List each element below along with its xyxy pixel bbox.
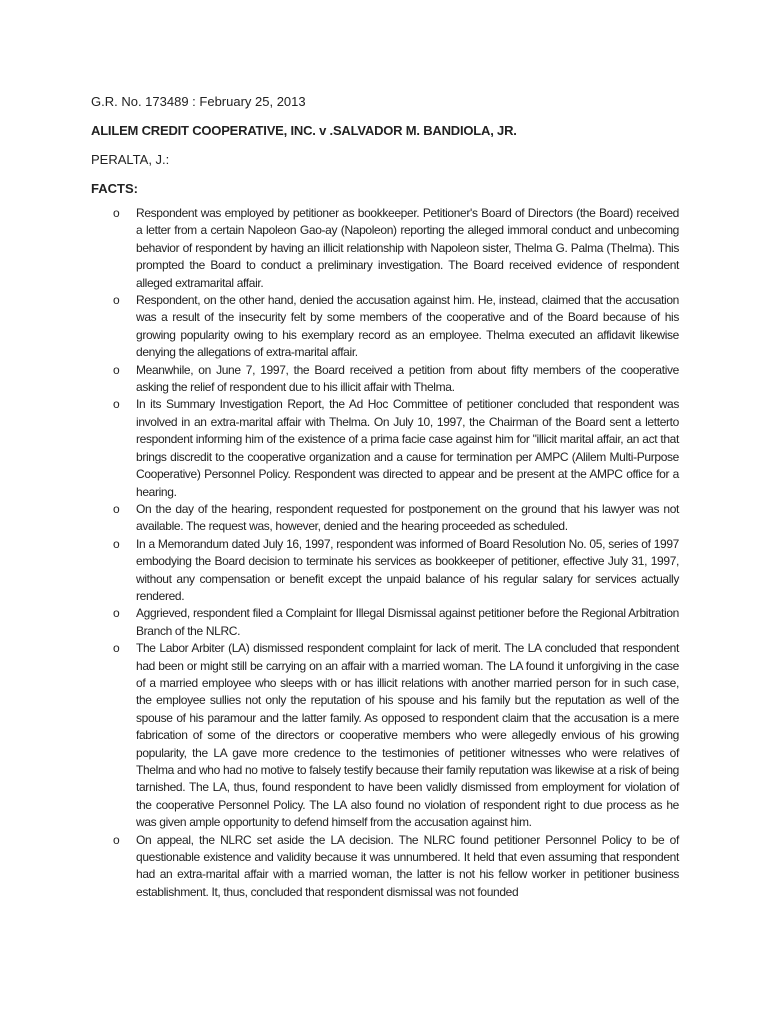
fact-item: [91, 605, 679, 640]
fact-item: [91, 501, 679, 536]
fact-item: [91, 205, 679, 292]
fact-text: On appeal, the NLRC set aside the LA decision. The NLRC found petitioner Personnel Policy to be of questionable existence and validity because it was unnumbered. It held that even assuming that respondent had an extra-marital affair with a married woman, the latter is not his fellow worker in petitioner business establishment. It, thus, concluded that respondent dismissal was not founded: [136, 832, 679, 899]
facts-heading: FACTS:: [91, 181, 138, 196]
bullet-icon: o: [113, 206, 120, 220]
fact-item: [91, 362, 679, 397]
fact-text: In its Summary Investigation Report, the Ad Hoc Committee of petitioner concluded that respondent was involved in an extra-marital affair with Thelma. On July 10, 1997, the Chairman of the Board sent a letterto respondent informing him of the existence of a prima facie case against him for "illicit marital affair, an act that brings discredit to the cooperative organization and a cause for termination per AMPC (Alilem Multi-Purpose Cooperative) Personnel Policy. Respondent was directed to appear and be present at the AMPC office for a hearing.: [136, 397, 679, 499]
fact-item: [91, 396, 679, 500]
fact-item: [91, 640, 679, 831]
ponente-justice: PERALTA, J.:: [91, 152, 170, 167]
fact-text: Respondent, on the other hand, denied the accusation against him. He, instead, claimed that the accusation was a result of the insecurity felt by some members of the cooperative and of the Board because of his growing popularity owing to his exemplary record as an employee. Thelma executed an affidavit likewise denying the allegations of extra-marital affair.: [136, 293, 679, 360]
fact-item: [91, 292, 679, 362]
bullet-icon: o: [113, 832, 120, 847]
fact-item: [91, 536, 679, 606]
bullet-icon: o: [113, 641, 120, 656]
fact-text: Meanwhile, on June 7, 1997, the Board received a petition from about fifty members of the cooperative asking the relief of respondent due to his illicit affair with Thelma.: [136, 362, 679, 395]
bullet-icon: o: [113, 293, 120, 308]
fact-item: [91, 832, 679, 902]
case-number: G.R. No. 173489 : February 25, 2013: [91, 94, 306, 109]
case-title: ALILEM CREDIT COOPERATIVE, INC. v .SALVADOR M. BANDIOLA, JR.: [91, 123, 517, 138]
bullet-icon: o: [113, 501, 120, 516]
fact-text: The Labor Arbiter (LA) dismissed respondent complaint for lack of merit. The LA concluded that respondent had been or might still be carrying on an affair with a married woman. The LA found it unforgiving in the case of a married employee who sleeps with or has illicit relations with another married person for in such case, the employee sullies not only the reputation of his spouse and his family but the reputation as well of the spouse of his paramour and the latter family. As opposed to respondent claim that the accusation is a mere fabrication of some of the directors or cooperative members who were allegedly envious of his growing popularity, the LA gave more credence to the testimonies of petitioner witnesses who were relatives of Thelma and who had no motive to falsely testify because their family reputation was likewise at a risk of being tarnished. The LA, thus, found respondent to have been validly dismissed from employment for violation of the cooperative Personnel Policy. The LA also found no violation of respondent right to due process as he was given ample opportunity to defend himself from the accusation against him.: [136, 641, 679, 830]
fact-text: On the day of the hearing, respondent requested for postponement on the ground that his lawyer was not available. The request was, however, denied and the hearing proceeded as scheduled.: [136, 501, 679, 534]
fact-text: Aggrieved, respondent filed a Complaint for Illegal Dismissal against petitioner before the Regional Arbitration Branch of the NLRC.: [136, 606, 679, 638]
bullet-icon: o: [113, 536, 120, 551]
bullet-icon: o: [113, 606, 120, 621]
bullet-icon: o: [113, 362, 120, 377]
bullet-icon: o: [113, 397, 120, 412]
facts-list: [91, 205, 679, 901]
fact-text: In a Memorandum dated July 16, 1997, respondent was informed of Board Resolution No. 05, series of 1997 embodying the Board decision to terminate his services as bookkeeper of petitioner, effective July 31, 1997, without any compensation or benefit except the unpaid balance of his regular salary for services actually rendered.: [136, 536, 679, 603]
fact-text: Respondent was employed by petitioner as bookkeeper. Petitioner's Board of Directors (the Board) received a letter from a certain Napoleon Gao-ay (Napoleon) reporting the alleged immoral conduct and unbecoming behavior of respondent by having an illicit relationship with Napoleon sister, Thelma G. Palma (Thelma). This prompted the Board to conduct a preliminary investigation. The Board received evidence of respondent alleged extramarital affair.: [136, 206, 679, 290]
